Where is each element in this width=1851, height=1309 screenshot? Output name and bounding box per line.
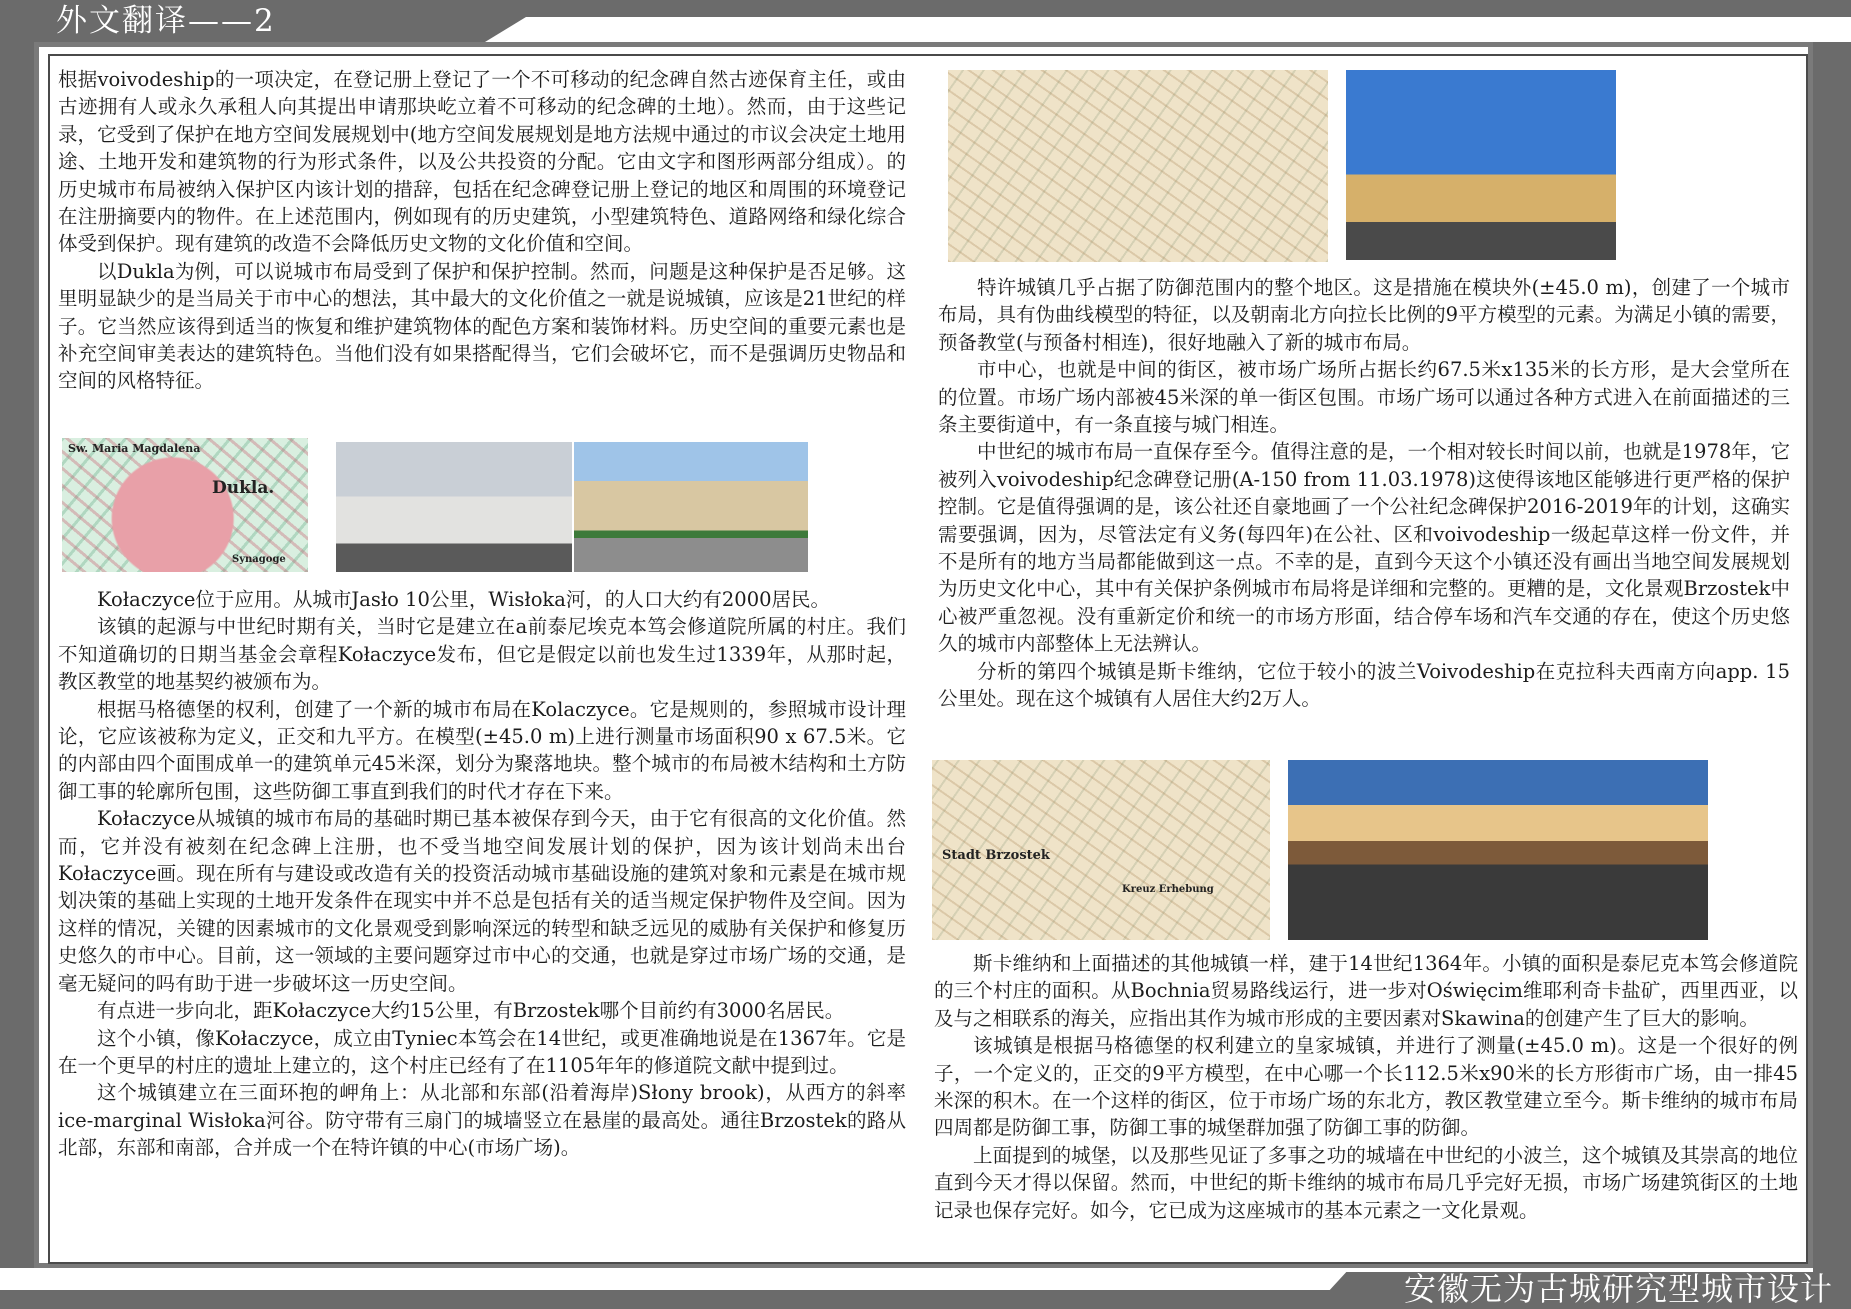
paragraph: 根据马格德堡的权利，创建了一个新的城市布局在Kolaczyce。它是规则的，参照城市设计理论，它应该被称为定义，正交和九平方。在模型(±45.0 m)上进行测量市场面积90 x 67.5米。它的内部由四个面围成单一的建筑单元45米深，划分为聚落地块。整个城市的布局被木结构和土方防御工事的轮廓所包围，这些防御工事直到我们的时代才存在下来。 xyxy=(58,697,906,803)
left-text-block-2 xyxy=(58,586,906,1162)
brzostek-square-photo xyxy=(1288,760,1708,940)
brzostek-map-image xyxy=(932,760,1270,940)
paragraph: 以Dukla为例，可以说城市布局受到了保护和保护控制。然而，问题是这种保护是否足够。这里明显缺少的是当局关于市中心的想法，其中最大的文化价值之一就是说城镇，应该是21世纪的样子。它当然应该得到适当的恢复和维护建筑物体的配色方案和装饰材料。历史空间的重要元素也是补充空间审美表达的建筑特色。当他们没有如果搭配得当，它们会破坏它，而不是强调历史物品和空间的风格特征。 xyxy=(58,259,906,393)
paragraph: 特许城镇几乎占据了防御范围内的整个地区。这是措施在模块外(±45.0 m)，创建了一个城市布局，具有伪曲线模型的特征，以及朝南北方向拉长比例的9平方模型的元素。为满足小镇的需要，预备教堂(与预备村相连)，很好地融入了新的城市布局。 xyxy=(938,276,1790,354)
map-label: Stadt Brzostek xyxy=(942,848,1050,863)
paragraph: 这个小镇，像Kołaczyce，成立由Tyniec本笃会在14世纪，或更准确地说是在1367年。它是在一个更早的村庄的遗址上建立的，这个村庄已经有了在1105年年的修道院文献中提到过。 xyxy=(58,1026,906,1077)
frame-right xyxy=(1813,42,1851,1272)
paragraph: 斯卡维纳和上面描述的其他城镇一样，建于14世纪1364年。小镇的面积是泰尼克本笃会修道院的三个村庄的面积。从Bochnia贸易路线运行，进一步对Oświęcim维耶利奇卡盐矿，西里西亚，以及与之相联系的海关，应指出其作为城市形成的主要因素对Skawina的创建产生了巨大的影响。 xyxy=(934,952,1798,1030)
map-label: Sw. Maria Magdalena xyxy=(68,442,201,455)
kolaczyce-townhall-photo xyxy=(1346,70,1616,260)
paragraph: 该城镇是根据马格德堡的权利建立的皇家城镇，并进行了测量(±45.0 m)。这是一个很好的例子，一个定义的，正交的9平方模型，在中心哪一个长112.5米x90米的长方形街市广场，由一排45米深的积木。在一个这样的街区，位于市场广场的东北方，教区教堂建立至今。斯卡维纳的城市布局四周都是防御工事，防御工事的城堡群加强了防御工事的防御。 xyxy=(934,1034,1798,1140)
paragraph: Kołaczyce从城镇的城市布局的基础时期已基本被保存到今天，由于它有很高的文化价值。然而，它并没有被刻在纪念碑上注册，也不受当地空间发展计划的保护，因为该计划尚未出台Kołaczyce画。现在所有与建设或改造有关的投资活动城市基础设施的建筑对象和元素是在城市规划决策的基础上实现的土地开发条件在现实中并不总是包括有关的适当规定保护物件及空间。因为这样的情况，关键的因素城市的文化景观受到影响深远的转型和缺乏远见的威胁有关保护和修复历史悠久的市中心。目前，这一领域的主要问题穿过市中心的交通，也就是穿过市场广场的交通，是毫无疑问的吗有助于进一步破坏这一历史空间。 xyxy=(58,807,906,995)
paragraph: 有点进一步向北，距Kołaczyce大约15公里，有Brzostek哪个目前约有3000名居民。 xyxy=(97,999,845,1023)
page-title: 外文翻译——2 xyxy=(56,3,276,39)
right-text-block-1 xyxy=(938,274,1790,713)
map-label: Dukla. xyxy=(212,478,275,498)
paragraph: Kołaczyce位于应用。从城市Jasło 10公里，Wisłoka河，的人口大约有2000居民。 xyxy=(97,588,831,611)
paragraph: 根据voivodeship的一项决定，在登记册上登记了一个不可移动的纪念碑自然古迹保育主任，或由古迹拥有人或永久承租人向其提出申请那块屹立着不可移动的纪念碑的土地）。然而，由于这些记录，它受到了保护在地方空间发展规划中(地方空间发展规划是地方法规中通过的市议会决定土地用途、土地开发和建筑物的行为形式条件，以及公共投资的分配。它由文字和图形两部分组成）。的历史城市布局被纳入保护区内该计划的措辞，包括在纪念碑登记册上登记的地区和周围的环境登记在注册摘要内的物件。在上述范围内，例如现有的历史建筑，小型建筑特色、道路网络和绿化综合体受到保护。现有建筑的改造不会降低历史文物的文化价值和空间。 xyxy=(58,68,906,256)
paragraph: 中世纪的城市布局一直保存至今。值得注意的是，一个相对较长时间以前，也就是1978年，它被列入voivodeship纪念碑登记册(A-150 from 11.03.1978)这使得该地区能够进行更严格的保护控制。它是值得强调的是，该公社还自豪地画了一个公社纪念碑保护2016-2019年的计划，这确实需要强调，因为，尽管法定有义务(每四年)在公社、区和voivodeship一级起草这样一份文件，并不是所有的地方当局都能做到这一点。不幸的是，直到今天这个小镇还没有画出当地空间发展规划为历史文化中心，其中有关保护条例城市布局将是详细和完整的。更糟的是，文化景观Brzostek中心被严重忽视。没有重新定价和统一的市场方形面，结合停车场和汽车交通的存在，使这个历史悠久的城市内部整体上无法辨认。 xyxy=(938,440,1790,656)
paragraph: 上面提到的城堡，以及那些见证了多事之功的城墙在中世纪的小波兰，这个城镇及其崇高的地位直到今天才得以保留。然而，中世纪的斯卡维纳的城市布局几乎完好无损，市场广场建筑街区的土地记录也保存完好。如今，它已成为这座城市的基本元素之一文化景观。 xyxy=(934,1143,1798,1222)
frame-left xyxy=(0,42,34,1272)
paragraph: 市中心，也就是中间的街区，被市场广场所占据长约67.5米x135米的长方形，是大会堂所在的位置。市场广场内部被45米深的单一街区包围。市场广场可以通过各种方式进入在前面描述的三条主要街道中，有一条直接与城门相连。 xyxy=(938,358,1790,437)
dukla-map-image xyxy=(62,438,308,572)
header-band-accent xyxy=(485,17,1851,42)
map-label: Synagoge xyxy=(232,554,286,565)
dukla-square-photo xyxy=(574,442,808,572)
paragraph: 分析的第四个城镇是斯卡维纳，它位于较小的波兰Voivodeship在克拉科夫西南方向app. 15公里处。现在这个城镇有人居住大约2万人。 xyxy=(938,659,1790,711)
footer-title: 安徽无为古城研究型城市设计 xyxy=(1403,1270,1833,1308)
dukla-townhall-photo xyxy=(336,442,572,572)
kolaczyce-map-image xyxy=(948,70,1328,262)
paragraph: 这个城镇建立在三面环抱的岬角上：从北部和东部(沿着海岸)Słony brook)，从西方的斜率ice-marginal Wisłoka河谷。防守带有三扇门的城墙竖立在悬崖的最高处。通往Brzostek的路从北部，东部和南部，合并成一个在特许镇的中心(市场广场)。 xyxy=(58,1081,906,1160)
footer-band-accent xyxy=(0,1268,1350,1290)
paragraph: 该镇的起源与中世纪时期有关，当时它是建立在a前泰尼埃克本笃会修道院所属的村庄。我们不知道确切的日期当基金会章程Kołaczyce发布，但它是假定以前也发生过1339年，从那时起，教区教堂的地基契约被颁布为。 xyxy=(58,615,906,694)
map-label: Kreuz Erhebung xyxy=(1122,884,1214,895)
left-text-block-1 xyxy=(58,66,906,395)
right-text-block-2 xyxy=(934,950,1798,1224)
